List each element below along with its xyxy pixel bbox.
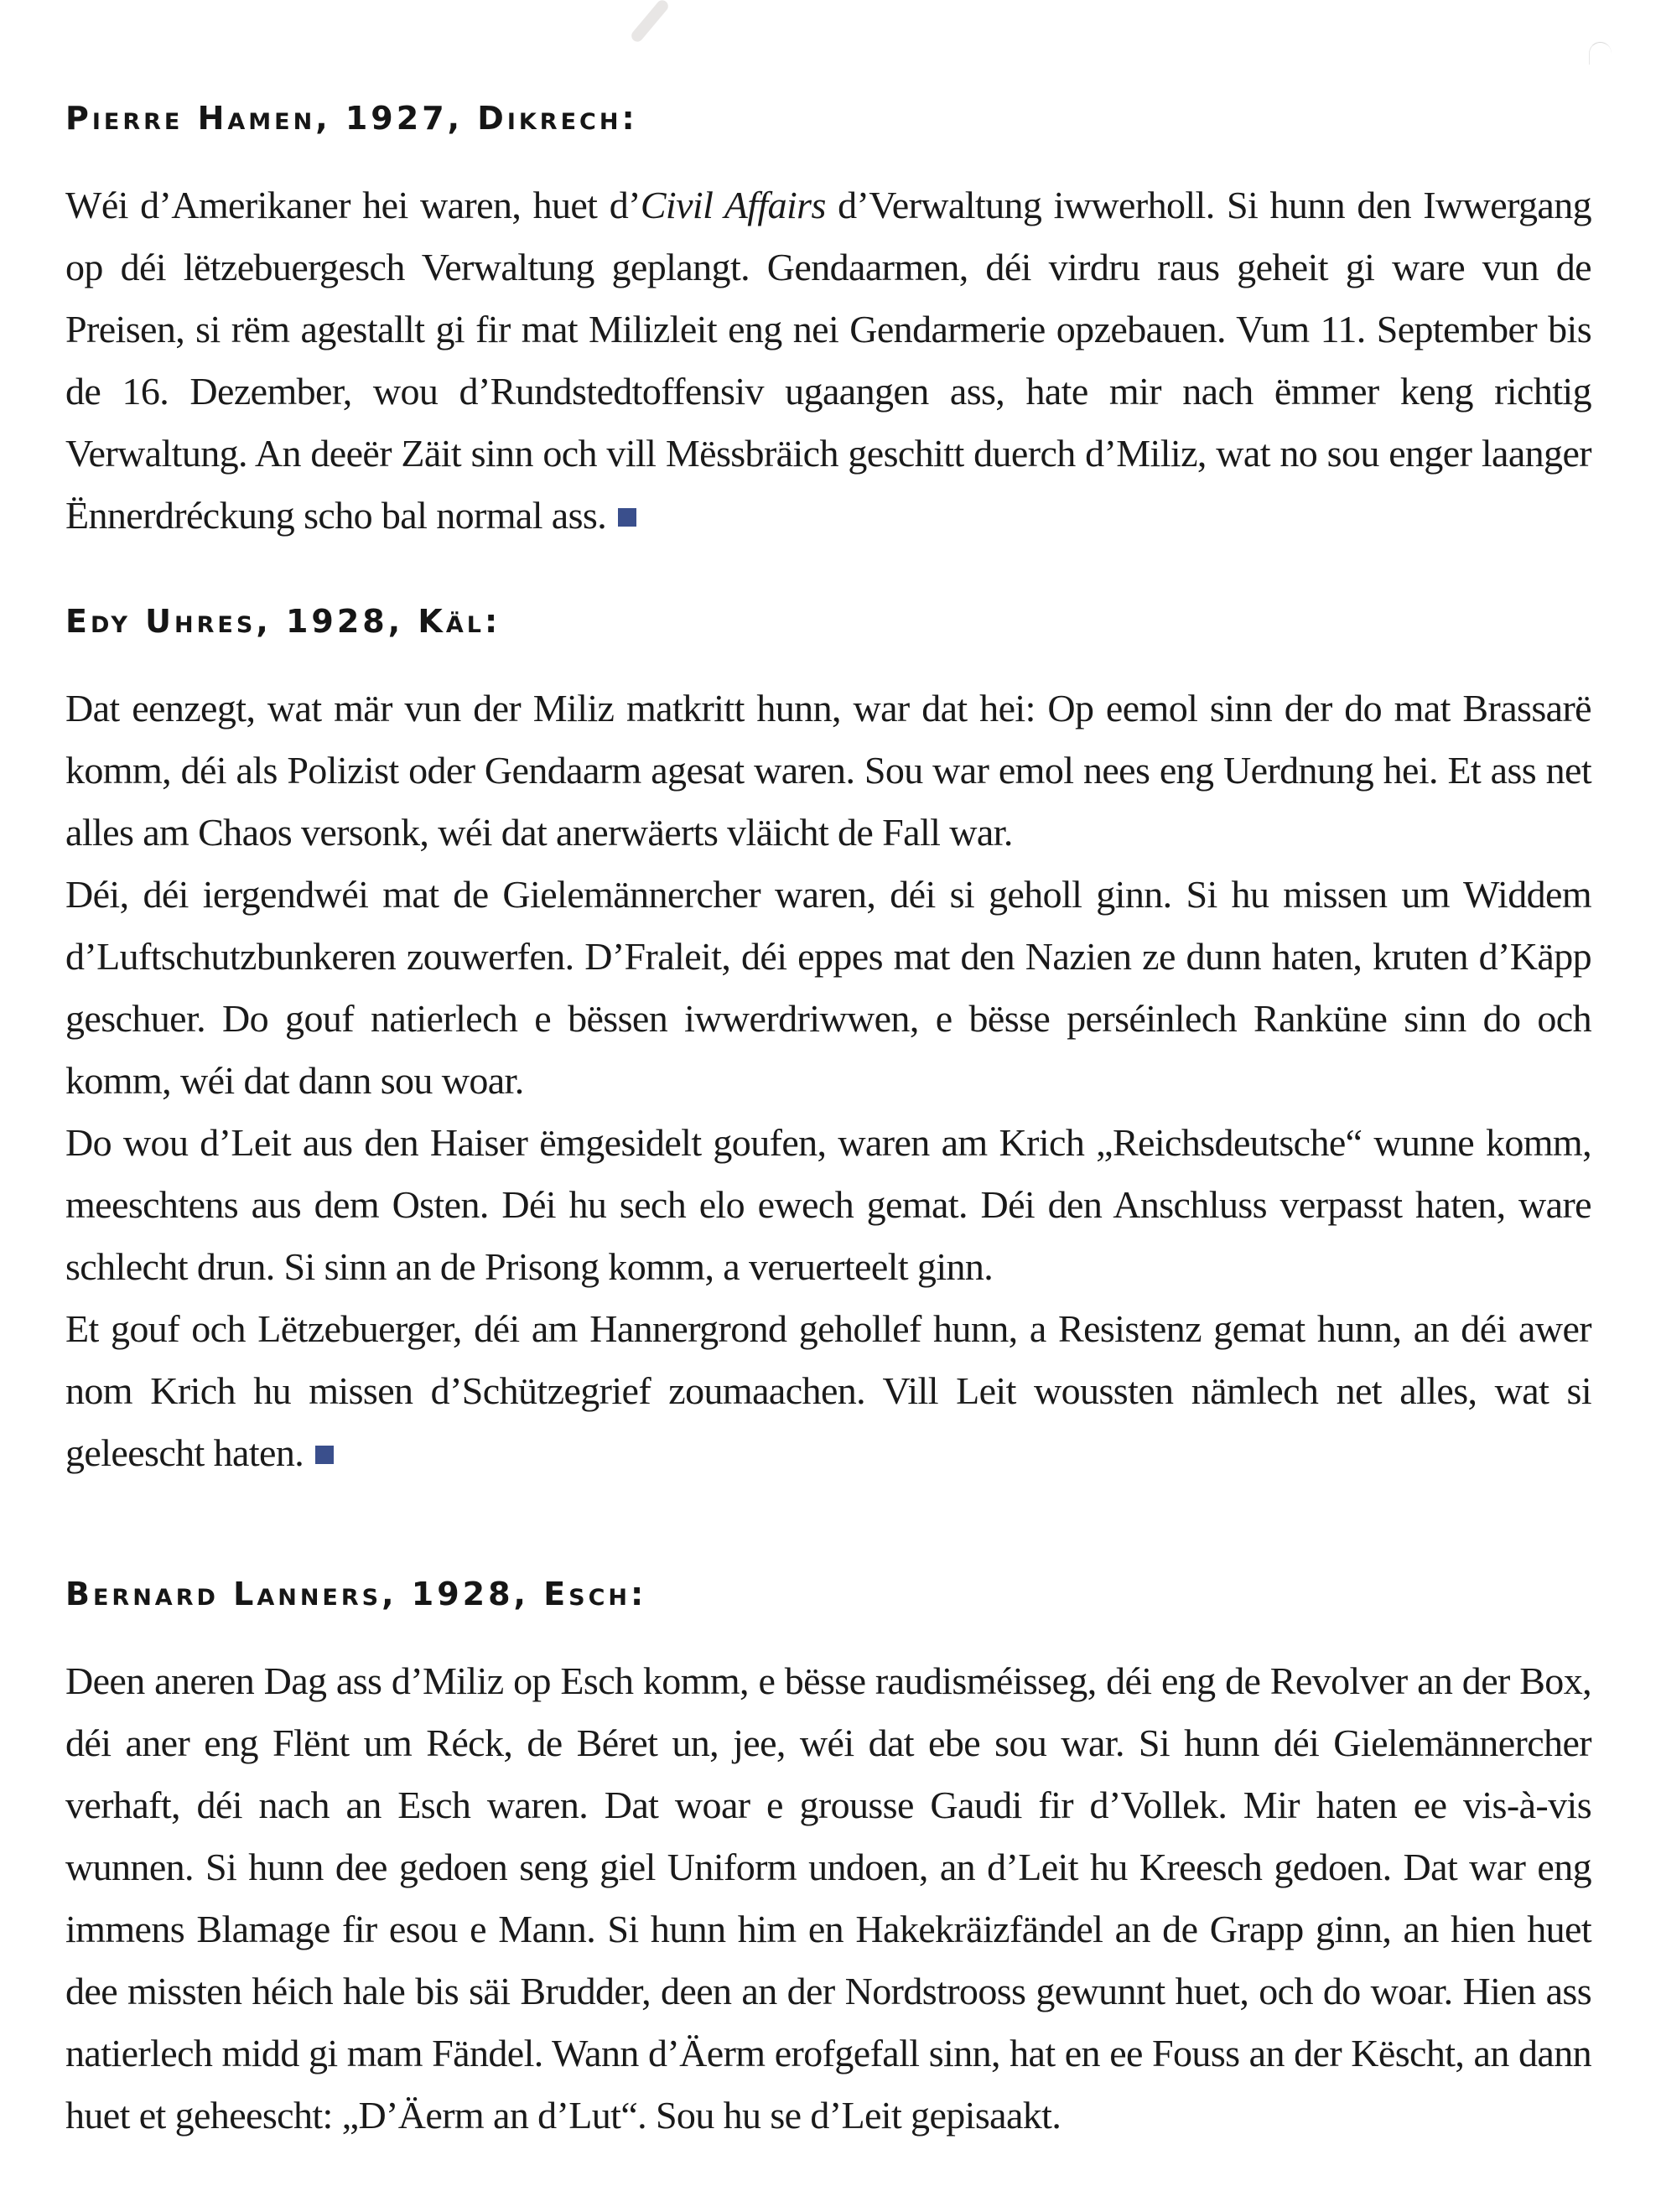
paragraph-text: d’Verwaltung iwwerholl. Si hunn den Iwwergang op déi lëtzebuergesch Verwaltung geplangt. Gendaarmen, déi virdru raus geheit gi ware vun de Preisen, si rëm agestallt gi fir mat Milizleit eng nei Gendarmerie opzebauen. Vum 11. September bis de 16. Dezember, wou d’Rundstedtoffensiv ugaangen ass, hate mir nach ëmmer keng richtig Verwaltung. An deeër Zäit sinn och vill Mëssbräich geschitt duerch d’Miliz, wat no sou enger laanger Ënnerdréckung scho bal normal ass. bbox=[65, 184, 1591, 537]
paragraph: Do wou d’Leit aus den Haiser ëmgesidelt goufen, waren am Krich „Reichsdeutsche“ wunne komm, meeschtens aus dem Osten. Déi hu sech elo ewech gemat. Déi den Anschluss verpasst haten, ware schlecht drun. Si sinn an de Prisong komm, a veruerteelt ginn. bbox=[65, 1121, 1591, 1288]
section-body bbox=[65, 174, 1591, 547]
paragraph: Déi, déi iergendwéi mat de Gielemännercher waren, déi si geholl ginn. Si hu missen um Widdem d’Luftschutzbunkeren zouwerfen. D’Fraleit, déi eppes mat den Nazien ze dunn haten, kruten d’Käpp geschuer. Do gouf natierlech e bëssen iwwerdriwwen, e bësse perséinlech Ranküne sinn do och komm, wéi dat dann sou woar. bbox=[65, 873, 1591, 1102]
section-heading: Bernard Lanners, 1928, Esch: bbox=[65, 1576, 647, 1612]
paragraph-text: Wéi d’Amerikaner hei waren, huet d’ bbox=[65, 184, 641, 226]
end-of-section-square-icon bbox=[315, 1446, 334, 1464]
section-body bbox=[65, 678, 1591, 1484]
section-heading: Edy Uhres, 1928, Käl: bbox=[65, 603, 501, 640]
page-curl-mark bbox=[1589, 42, 1612, 65]
paragraph bbox=[65, 1298, 1591, 1484]
paragraph: Deen aneren Dag ass d’Miliz op Esch komm, e bësse raudisméisseg, déi eng de Revolver an der Box, déi aner eng Flënt um Réck, de Béret un, jee, wéi dat ebe sou war. Si hunn déi Gielemännercher verhaft, déi nach an Esch waren. Dat woar e grousse Gaudi fir d’Vollek. Mir haten ee vis-à-vis wunnen. Si hunn dee gedoen seng giel Uniform undoen, an d’Leit hu Kreesch gedoen. Dat war eng immens Blamage fir esou e Mann. Si hunn him en Hakekräizfändel an de Grapp ginn, an hien huet dee missten héich hale bis säi Brudder, deen an der Nordstrooss gewunnt huet, och do woar. Hien ass natierlech midd gi mam Fändel. Wann d’Äerm erofgefall sinn, hat en ee Fouss an der Këscht, an dann huet et geheescht: „D’Äerm an d’Lut“. Sou hu se d’Leit gepisaakt. bbox=[65, 1659, 1591, 2137]
testimony-bernard-lanners bbox=[65, 1575, 1591, 2147]
end-of-section-square-icon bbox=[618, 508, 636, 527]
paragraph bbox=[65, 174, 1591, 547]
section-body bbox=[65, 1650, 1591, 2147]
paragraph: Dat eenzegt, wat mär vun der Miliz matkritt hunn, war dat hei: Op eemol sinn der do mat Brassarë komm, déi als Polizist oder Gendaarm agesat waren. Sou war emol nees eng Uerdnung hei. Et ass net alles am Chaos versonk, wéi dat anerwäerts vläicht de Fall war. bbox=[65, 687, 1591, 854]
testimony-pierre-hamen bbox=[65, 99, 1591, 547]
italic-term: Civil Affairs bbox=[640, 184, 826, 226]
testimony-edy-uhres bbox=[65, 602, 1591, 1484]
paragraph-text: Et gouf och Lëtzebuerger, déi am Hannergrond gehollef hunn, a Resistenz gemat hunn, an déi awer nom Krich hu missen d’Schützegrief zoumaachen. Vill Leit woussten nämlech net alles, wat si geleescht haten. bbox=[65, 1307, 1591, 1474]
section-heading: Pierre Hamen, 1927, Dikrech: bbox=[65, 100, 638, 137]
scan-smudge bbox=[629, 0, 670, 44]
